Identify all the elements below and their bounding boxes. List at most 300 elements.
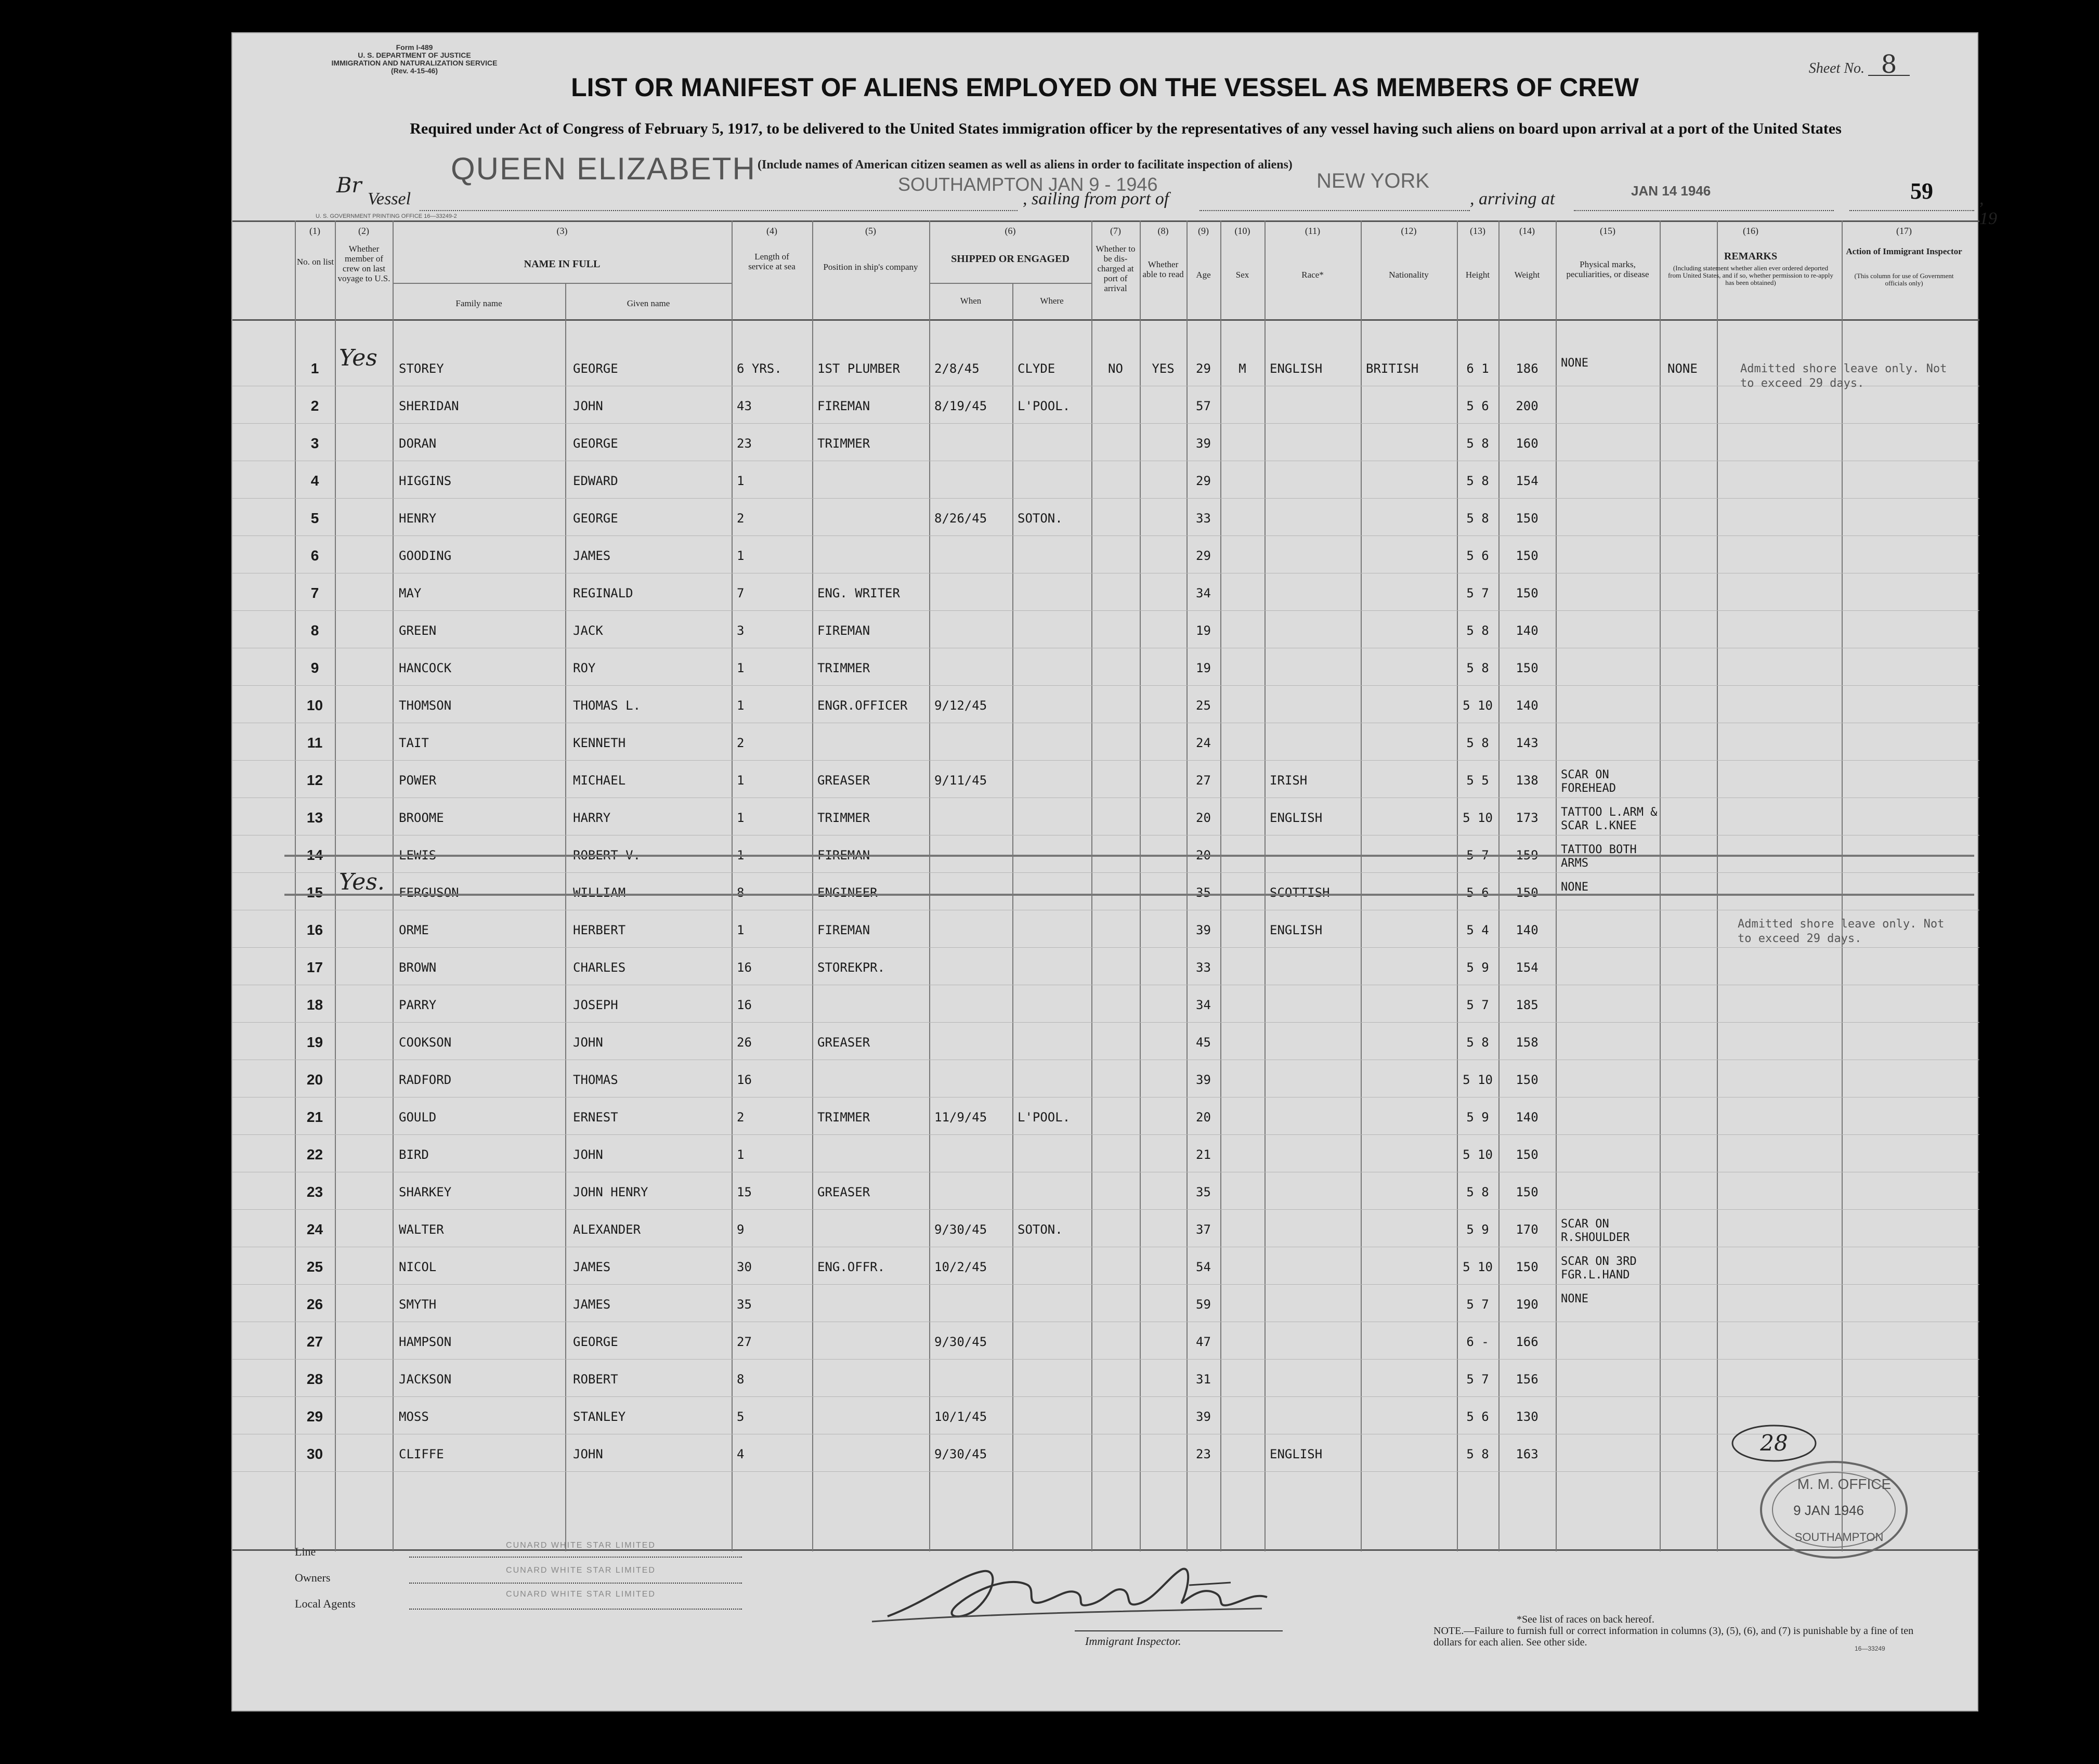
row-rule bbox=[232, 1022, 1979, 1023]
table-row bbox=[232, 1136, 1979, 1174]
table-row bbox=[232, 1361, 1979, 1399]
row-number: 25 bbox=[306, 1259, 323, 1275]
family-name-cell: JACKSON bbox=[399, 1372, 452, 1387]
height-cell: 5 10 bbox=[1463, 698, 1493, 713]
stamp-office-text: M. M. OFFICE bbox=[1797, 1476, 1892, 1492]
height-cell: 5 8 bbox=[1466, 1035, 1489, 1050]
shipped-when-cell: 11/9/45 bbox=[934, 1110, 987, 1125]
age-cell: 29 bbox=[1196, 474, 1211, 488]
row-number: 16 bbox=[306, 922, 323, 938]
height-cell: 5 7 bbox=[1466, 998, 1489, 1012]
weight-cell: 150 bbox=[1516, 1185, 1539, 1199]
year-label: , 19 bbox=[1979, 189, 1997, 228]
family-name-cell: ORME bbox=[399, 923, 429, 937]
previous-voyage-cell: Yes. bbox=[339, 869, 385, 895]
given-name-cell: JAMES bbox=[573, 1297, 611, 1312]
weight-cell: 190 bbox=[1516, 1297, 1539, 1312]
service-length-cell: 1 bbox=[737, 698, 745, 713]
age-cell: 34 bbox=[1196, 998, 1211, 1012]
shipped-where-cell: SOTON. bbox=[1018, 511, 1063, 526]
table-row bbox=[232, 800, 1979, 837]
race-note: *See list of races on back hereof. bbox=[1517, 1614, 1654, 1625]
header-position: Position in ship's company bbox=[823, 262, 918, 272]
service-length-cell: 2 bbox=[737, 736, 745, 750]
weight-cell: 140 bbox=[1516, 698, 1539, 713]
col-num-12: (12) bbox=[1401, 226, 1417, 236]
family-name-cell: LEWIS bbox=[399, 848, 437, 863]
row-number: 2 bbox=[310, 398, 319, 414]
row-rule bbox=[232, 498, 1979, 499]
col-num-4: (4) bbox=[766, 226, 777, 236]
service-length-cell: 1 bbox=[737, 548, 745, 563]
weight-cell: 200 bbox=[1516, 399, 1539, 413]
col-num-9: (9) bbox=[1198, 226, 1209, 236]
stamp-place-text: SOUTHAMPTON bbox=[1794, 1531, 1884, 1544]
shipped-when-cell: 9/11/45 bbox=[934, 773, 987, 788]
height-cell: 5 8 bbox=[1466, 661, 1489, 675]
family-name-cell: SHERIDAN bbox=[399, 399, 459, 413]
age-cell: 47 bbox=[1196, 1335, 1211, 1349]
col-num-7: (7) bbox=[1110, 226, 1121, 236]
agents-underline bbox=[409, 1609, 742, 1610]
weight-cell: 130 bbox=[1516, 1409, 1539, 1424]
service-length-cell: 1 bbox=[737, 811, 745, 825]
service-length-cell: 8 bbox=[737, 885, 745, 900]
table-row bbox=[232, 987, 1979, 1024]
row-number: 11 bbox=[307, 735, 323, 751]
line-company-stamp: CUNARD WHITE STAR LIMITED bbox=[506, 1541, 656, 1550]
position-cell: TRIMMER bbox=[817, 811, 870, 825]
family-name-cell: CLIFFE bbox=[399, 1447, 444, 1461]
row-rule bbox=[232, 610, 1979, 611]
table-row bbox=[232, 1211, 1979, 1249]
service-length-cell: 2 bbox=[737, 511, 745, 526]
weight-cell: 160 bbox=[1516, 436, 1539, 451]
form-number: Form I-489 bbox=[396, 43, 433, 51]
shipped-where-cell: CLYDE bbox=[1018, 361, 1055, 376]
line-label: Line bbox=[295, 1545, 316, 1558]
crew-table bbox=[232, 220, 1979, 1551]
given-name-cell: JAMES bbox=[573, 1260, 611, 1274]
age-cell: 59 bbox=[1196, 1297, 1211, 1312]
table-row bbox=[232, 1249, 1979, 1286]
height-cell: 6 1 bbox=[1466, 361, 1489, 376]
arriving-underline bbox=[1574, 210, 1834, 211]
race-cell: ENGLISH bbox=[1270, 1447, 1323, 1461]
shipped-where-cell: SOTON. bbox=[1018, 1222, 1063, 1237]
height-cell: 5 10 bbox=[1463, 1073, 1493, 1087]
weight-cell: 185 bbox=[1516, 998, 1539, 1012]
table-row bbox=[232, 425, 1979, 463]
height-cell: 5 8 bbox=[1466, 736, 1489, 750]
row-number: 20 bbox=[306, 1072, 323, 1088]
service-length-cell: 4 bbox=[737, 1447, 745, 1461]
owners-label: Owners bbox=[295, 1571, 331, 1584]
row-rule bbox=[232, 947, 1979, 948]
table-row bbox=[232, 949, 1979, 987]
height-cell: 5 8 bbox=[1466, 623, 1489, 638]
weight-cell: 170 bbox=[1516, 1222, 1539, 1237]
age-cell: 20 bbox=[1196, 811, 1211, 825]
service-length-cell: 1 bbox=[737, 773, 745, 788]
age-cell: 35 bbox=[1196, 885, 1211, 900]
age-cell: 35 bbox=[1196, 1185, 1211, 1199]
given-name-cell: JOHN bbox=[573, 1035, 603, 1050]
family-name-cell: TAIT bbox=[399, 736, 429, 750]
table-row bbox=[232, 1399, 1979, 1436]
table-row bbox=[232, 612, 1979, 650]
sheet-label: Sheet No. bbox=[1808, 60, 1865, 76]
physical-marks-cell: SCAR ON 3RD FGR.L.HAND bbox=[1561, 1255, 1637, 1282]
height-cell: 5 8 bbox=[1466, 1185, 1489, 1199]
arrival-port-stamp: NEW YORK bbox=[1316, 169, 1430, 192]
position-cell: 1ST PLUMBER bbox=[817, 361, 900, 376]
age-cell: 23 bbox=[1196, 1447, 1211, 1461]
given-name-cell: JOHN bbox=[573, 1447, 603, 1461]
family-name-cell: NICOL bbox=[399, 1260, 437, 1274]
weight-cell: 140 bbox=[1516, 623, 1539, 638]
row-number: 18 bbox=[306, 997, 323, 1013]
col-num-11: (11) bbox=[1305, 226, 1321, 236]
row-number: 5 bbox=[310, 510, 319, 526]
row-number: 9 bbox=[310, 660, 319, 676]
family-name-cell: WALTER bbox=[399, 1222, 444, 1237]
header-able-to-read: Whether able to read bbox=[1142, 259, 1184, 279]
position-cell: ENG. WRITER bbox=[817, 586, 900, 600]
vessel-underline bbox=[420, 210, 1018, 211]
age-cell: 57 bbox=[1196, 399, 1211, 413]
vessel-label: Vessel bbox=[368, 189, 411, 208]
header-given-name: Given name bbox=[627, 298, 670, 308]
service-length-cell: 35 bbox=[737, 1297, 752, 1312]
given-name-cell: GEORGE bbox=[573, 436, 618, 451]
given-name-cell: JAMES bbox=[573, 548, 611, 563]
family-name-cell: PARRY bbox=[399, 998, 437, 1012]
header-height: Height bbox=[1465, 270, 1490, 280]
row-number: 28 bbox=[306, 1371, 323, 1387]
inspector-note-row-15: Admitted shore leave only. Not to exceed 29 days. bbox=[1738, 918, 1945, 945]
shipped-when-cell: 9/30/45 bbox=[934, 1335, 987, 1349]
age-cell: 24 bbox=[1196, 736, 1211, 750]
age-cell: 20 bbox=[1196, 848, 1211, 863]
page-subtitle: Required under Act of Congress of February 5, 1917, to be delivered to the United States immigration officer by the representatives of any vessel having such aliens on board upon arrival at a port of the United States bbox=[410, 120, 1842, 137]
position-cell: STOREKPR. bbox=[817, 960, 885, 975]
col-num-8: (8) bbox=[1157, 226, 1169, 236]
weight-cell: 156 bbox=[1516, 1372, 1539, 1387]
vessel-prefix-handwritten: Br bbox=[336, 174, 362, 198]
vessel-name-stamp: QUEEN ELIZABETH bbox=[451, 151, 756, 186]
row-number: 22 bbox=[306, 1146, 323, 1162]
age-cell: 20 bbox=[1196, 1110, 1211, 1125]
position-cell: FIREMAN bbox=[817, 399, 870, 413]
table-row bbox=[232, 869, 1979, 912]
sheet-number: 8 bbox=[1868, 54, 1910, 76]
header-inspector-note: (This column for use of Government officials only) bbox=[1854, 272, 1954, 287]
row-number: 26 bbox=[306, 1296, 323, 1312]
height-cell: 5 9 bbox=[1466, 960, 1489, 975]
previous-voyage-cell: Yes bbox=[339, 345, 377, 371]
age-cell: 25 bbox=[1196, 698, 1211, 713]
family-name-cell: HIGGINS bbox=[399, 474, 452, 488]
position-cell: FIREMAN bbox=[817, 923, 870, 937]
height-cell: 5 4 bbox=[1466, 923, 1489, 937]
row-number: 29 bbox=[306, 1408, 323, 1425]
footer-notes bbox=[1433, 1614, 1933, 1648]
service-length-cell: 8 bbox=[737, 1372, 745, 1387]
given-name-cell: JOHN HENRY bbox=[573, 1185, 648, 1199]
row-number: 21 bbox=[306, 1109, 323, 1125]
service-length-cell: 1 bbox=[737, 1147, 745, 1162]
weight-cell: 163 bbox=[1516, 1447, 1539, 1461]
header-sex: Sex bbox=[1235, 270, 1249, 280]
signature-line bbox=[1075, 1630, 1283, 1631]
shipped-when-cell: 10/1/45 bbox=[934, 1409, 987, 1424]
row-number: 8 bbox=[310, 622, 319, 638]
shipped-when-cell: 10/2/45 bbox=[934, 1260, 987, 1274]
height-cell: 5 7 bbox=[1466, 1297, 1489, 1312]
family-name-cell: SHARKEY bbox=[399, 1185, 452, 1199]
height-cell: 5 6 bbox=[1466, 399, 1489, 413]
weight-cell: 150 bbox=[1516, 586, 1539, 600]
table-row bbox=[232, 1024, 1979, 1062]
circled-count: 28 bbox=[1760, 1430, 1788, 1456]
row-number: 3 bbox=[310, 435, 319, 451]
height-cell: 6 - bbox=[1466, 1335, 1489, 1349]
height-cell: 5 7 bbox=[1466, 848, 1489, 863]
weight-cell: 158 bbox=[1516, 1035, 1539, 1050]
header-race: Race* bbox=[1301, 270, 1324, 280]
penalty-note: NOTE.—Failure to furnish full or correct information in columns (3), (5), (6), and (7) is punishable by a fine of ten dollars for each alien. See other side. bbox=[1433, 1625, 1914, 1648]
weight-cell: 159 bbox=[1516, 848, 1539, 863]
race-cell: IRISH bbox=[1270, 773, 1308, 788]
header-family-name: Family name bbox=[455, 298, 502, 308]
weight-cell: 186 bbox=[1516, 361, 1539, 376]
service-length-cell: 30 bbox=[737, 1260, 752, 1274]
position-cell: GREASER bbox=[817, 773, 870, 788]
given-name-cell: ROY bbox=[573, 661, 596, 675]
header-no-on-list: No. on list bbox=[296, 257, 334, 267]
service-length-cell: 2 bbox=[737, 1110, 745, 1125]
table-row bbox=[232, 575, 1979, 612]
weight-cell: 154 bbox=[1516, 960, 1539, 975]
col-num-17: (17) bbox=[1896, 226, 1912, 236]
race-cell: ENGLISH bbox=[1270, 361, 1323, 376]
form-department: U. S. DEPARTMENT OF JUSTICE bbox=[358, 51, 471, 59]
height-cell: 5 7 bbox=[1466, 1372, 1489, 1387]
position-cell: TRIMMER bbox=[817, 436, 870, 451]
service-length-cell: 26 bbox=[737, 1035, 752, 1050]
row-number: 15 bbox=[306, 884, 323, 900]
given-name-cell: REGINALD bbox=[573, 586, 633, 600]
service-length-cell: 6 YRS. bbox=[737, 361, 782, 376]
col-num-2: (2) bbox=[358, 226, 369, 236]
table-row bbox=[232, 725, 1979, 762]
weight-cell: 150 bbox=[1516, 661, 1539, 675]
given-name-cell: JOHN bbox=[573, 1147, 603, 1162]
age-cell: 29 bbox=[1196, 548, 1211, 563]
manifest-sheet bbox=[231, 32, 1997, 1711]
owners-underline bbox=[409, 1583, 742, 1584]
immigrant-inspector-label: Immigrant Inspector. bbox=[1085, 1635, 1181, 1648]
col-num-15: (15) bbox=[1600, 226, 1615, 236]
height-cell: 5 8 bbox=[1466, 1447, 1489, 1461]
height-cell: 5 7 bbox=[1466, 586, 1489, 600]
page-title: LIST OR MANIFEST OF ALIENS EMPLOYED ON THE VESSEL AS MEMBERS OF CREW bbox=[571, 73, 1639, 102]
header-remarks-note: (Including statement whether alien ever ordered deported from United States, and if so, whether permission to re-apply has been obtained) bbox=[1667, 264, 1834, 286]
table-row bbox=[232, 1099, 1979, 1136]
sex-cell: M bbox=[1238, 361, 1246, 376]
race-cell: ENGLISH bbox=[1270, 811, 1323, 825]
shipped-when-cell: 2/8/45 bbox=[934, 361, 980, 376]
age-cell: 21 bbox=[1196, 1147, 1211, 1162]
position-cell: TRIMMER bbox=[817, 1110, 870, 1125]
col-num-13: (13) bbox=[1470, 226, 1485, 236]
age-cell: 45 bbox=[1196, 1035, 1211, 1050]
col-num-3: (3) bbox=[556, 226, 568, 236]
given-name-cell: MICHAEL bbox=[573, 773, 626, 788]
discharged-cell: NO bbox=[1108, 361, 1123, 376]
row-number: 12 bbox=[306, 772, 323, 788]
row-rule bbox=[232, 1284, 1979, 1285]
table-row bbox=[232, 1062, 1979, 1099]
agents-company-stamp: CUNARD WHITE STAR LIMITED bbox=[506, 1590, 656, 1599]
service-length-cell: 16 bbox=[737, 998, 752, 1012]
shipped-when-cell: 9/30/45 bbox=[934, 1447, 987, 1461]
family-name-cell: MAY bbox=[399, 586, 422, 600]
given-name-cell: JACK bbox=[573, 623, 603, 638]
weight-cell: 150 bbox=[1516, 511, 1539, 526]
weight-cell: 173 bbox=[1516, 811, 1539, 825]
position-cell: GREASER bbox=[817, 1185, 870, 1199]
printer-imprint: U. S. GOVERNMENT PRINTING OFFICE 16—33249-2 bbox=[316, 213, 457, 219]
age-cell: 19 bbox=[1196, 623, 1211, 638]
row-rule bbox=[232, 1359, 1979, 1360]
table-row bbox=[232, 345, 1979, 388]
height-cell: 5 10 bbox=[1463, 1260, 1493, 1274]
row-number: 7 bbox=[310, 585, 319, 601]
given-name-cell: ERNEST bbox=[573, 1110, 618, 1125]
shipped-when-cell: 9/30/45 bbox=[934, 1222, 987, 1237]
row-rule bbox=[232, 685, 1979, 686]
position-cell: FIREMAN bbox=[817, 623, 870, 638]
table-row bbox=[232, 500, 1979, 538]
given-name-cell: HERBERT bbox=[573, 923, 626, 937]
position-cell: GREASER bbox=[817, 1035, 870, 1050]
sailing-underline bbox=[1200, 210, 1470, 211]
age-cell: 34 bbox=[1196, 586, 1211, 600]
height-cell: 5 6 bbox=[1466, 548, 1489, 563]
nationality-cell: BRITISH bbox=[1366, 361, 1419, 376]
local-agents-label: Local Agents bbox=[295, 1597, 356, 1610]
age-cell: 33 bbox=[1196, 960, 1211, 975]
given-name-cell: THOMAS bbox=[573, 1073, 618, 1087]
age-cell: 27 bbox=[1196, 773, 1211, 788]
given-name-cell: ROBERT V. bbox=[573, 848, 641, 863]
row-number: 27 bbox=[306, 1334, 323, 1350]
strike-through-line bbox=[284, 855, 1974, 857]
sailing-label: , sailing from port of bbox=[1023, 189, 1169, 208]
row-number: 6 bbox=[310, 547, 319, 564]
col-num-14: (14) bbox=[1519, 226, 1535, 236]
height-cell: 5 8 bbox=[1466, 436, 1489, 451]
service-length-cell: 16 bbox=[737, 960, 752, 975]
age-cell: 39 bbox=[1196, 1073, 1211, 1087]
able-to-read-cell: YES bbox=[1152, 361, 1175, 376]
table-row bbox=[232, 1174, 1979, 1211]
table-row bbox=[232, 762, 1979, 800]
family-name-cell: GOODING bbox=[399, 548, 452, 563]
inspector-signature bbox=[856, 1557, 1293, 1629]
row-number: 13 bbox=[306, 809, 323, 826]
height-cell: 5 10 bbox=[1463, 811, 1493, 825]
service-length-cell: 5 bbox=[737, 1409, 745, 1424]
family-name-cell: FERGUSON bbox=[399, 885, 459, 900]
physical-marks-cell: TATTOO BOTH ARMS bbox=[1561, 843, 1637, 870]
form-code: 16—33249 bbox=[1855, 1645, 1885, 1652]
position-cell: ENGR.OFFICER bbox=[817, 698, 908, 713]
family-name-cell: HAMPSON bbox=[399, 1335, 452, 1349]
table-row bbox=[232, 912, 1979, 949]
position-cell: ENGINEER bbox=[817, 885, 878, 900]
given-name-cell: STANLEY bbox=[573, 1409, 626, 1424]
name-subheader-rule bbox=[393, 283, 732, 284]
col-num-1: (1) bbox=[309, 226, 320, 236]
weight-cell: 150 bbox=[1516, 1147, 1539, 1162]
height-cell: 5 5 bbox=[1466, 773, 1489, 788]
inspector-note-row-1: Admitted shore leave only. Not to exceed 29 days. bbox=[1740, 362, 1947, 390]
given-name-cell: GEORGE bbox=[573, 511, 618, 526]
service-length-cell: 1 bbox=[737, 848, 745, 863]
physical-marks-cell: SCAR ON R.SHOULDER bbox=[1561, 1218, 1630, 1244]
header-discharged: Whether to be dis-charged at port of arrival bbox=[1096, 244, 1136, 293]
page-number: 59 bbox=[1910, 178, 1933, 204]
family-name-cell: COOKSON bbox=[399, 1035, 452, 1050]
physical-marks-cell: NONE bbox=[1561, 881, 1588, 894]
header-shipped-engaged: SHIPPED OR ENGAGED bbox=[951, 253, 1070, 265]
form-service: IMMIGRATION AND NATURALIZATION SERVICE bbox=[331, 59, 498, 67]
arrival-date-stamp: JAN 14 1946 bbox=[1631, 183, 1711, 199]
service-length-cell: 15 bbox=[737, 1185, 752, 1199]
physical-marks-cell: SCAR ON FOREHEAD bbox=[1561, 768, 1616, 795]
position-cell: TRIMMER bbox=[817, 661, 870, 675]
given-name-cell: JOHN bbox=[573, 399, 603, 413]
owners-company-stamp: CUNARD WHITE STAR LIMITED bbox=[506, 1566, 656, 1575]
service-length-cell: 16 bbox=[737, 1073, 752, 1087]
date-underline bbox=[1849, 210, 1974, 211]
age-cell: 54 bbox=[1196, 1260, 1211, 1274]
service-length-cell: 43 bbox=[737, 399, 752, 413]
family-name-cell: HENRY bbox=[399, 511, 437, 526]
row-number: 23 bbox=[306, 1184, 323, 1200]
service-length-cell: 1 bbox=[737, 474, 745, 488]
weight-cell: 150 bbox=[1516, 885, 1539, 900]
family-name-cell: DORAN bbox=[399, 436, 437, 451]
weight-cell: 154 bbox=[1516, 474, 1539, 488]
given-name-cell: GEORGE bbox=[573, 361, 618, 376]
age-cell: 19 bbox=[1196, 661, 1211, 675]
shipped-when-cell: 9/12/45 bbox=[934, 698, 987, 713]
header-name-in-full: NAME IN FULL bbox=[524, 258, 601, 270]
height-cell: 5 9 bbox=[1466, 1110, 1489, 1125]
family-name-cell: STOREY bbox=[399, 361, 444, 376]
form-identifier bbox=[300, 44, 529, 75]
header-age: Age bbox=[1196, 270, 1211, 280]
service-length-cell: 1 bbox=[737, 661, 745, 675]
table-row bbox=[232, 1436, 1979, 1473]
table-row bbox=[232, 538, 1979, 575]
service-length-cell: 1 bbox=[737, 923, 745, 937]
service-length-cell: 23 bbox=[737, 436, 752, 451]
